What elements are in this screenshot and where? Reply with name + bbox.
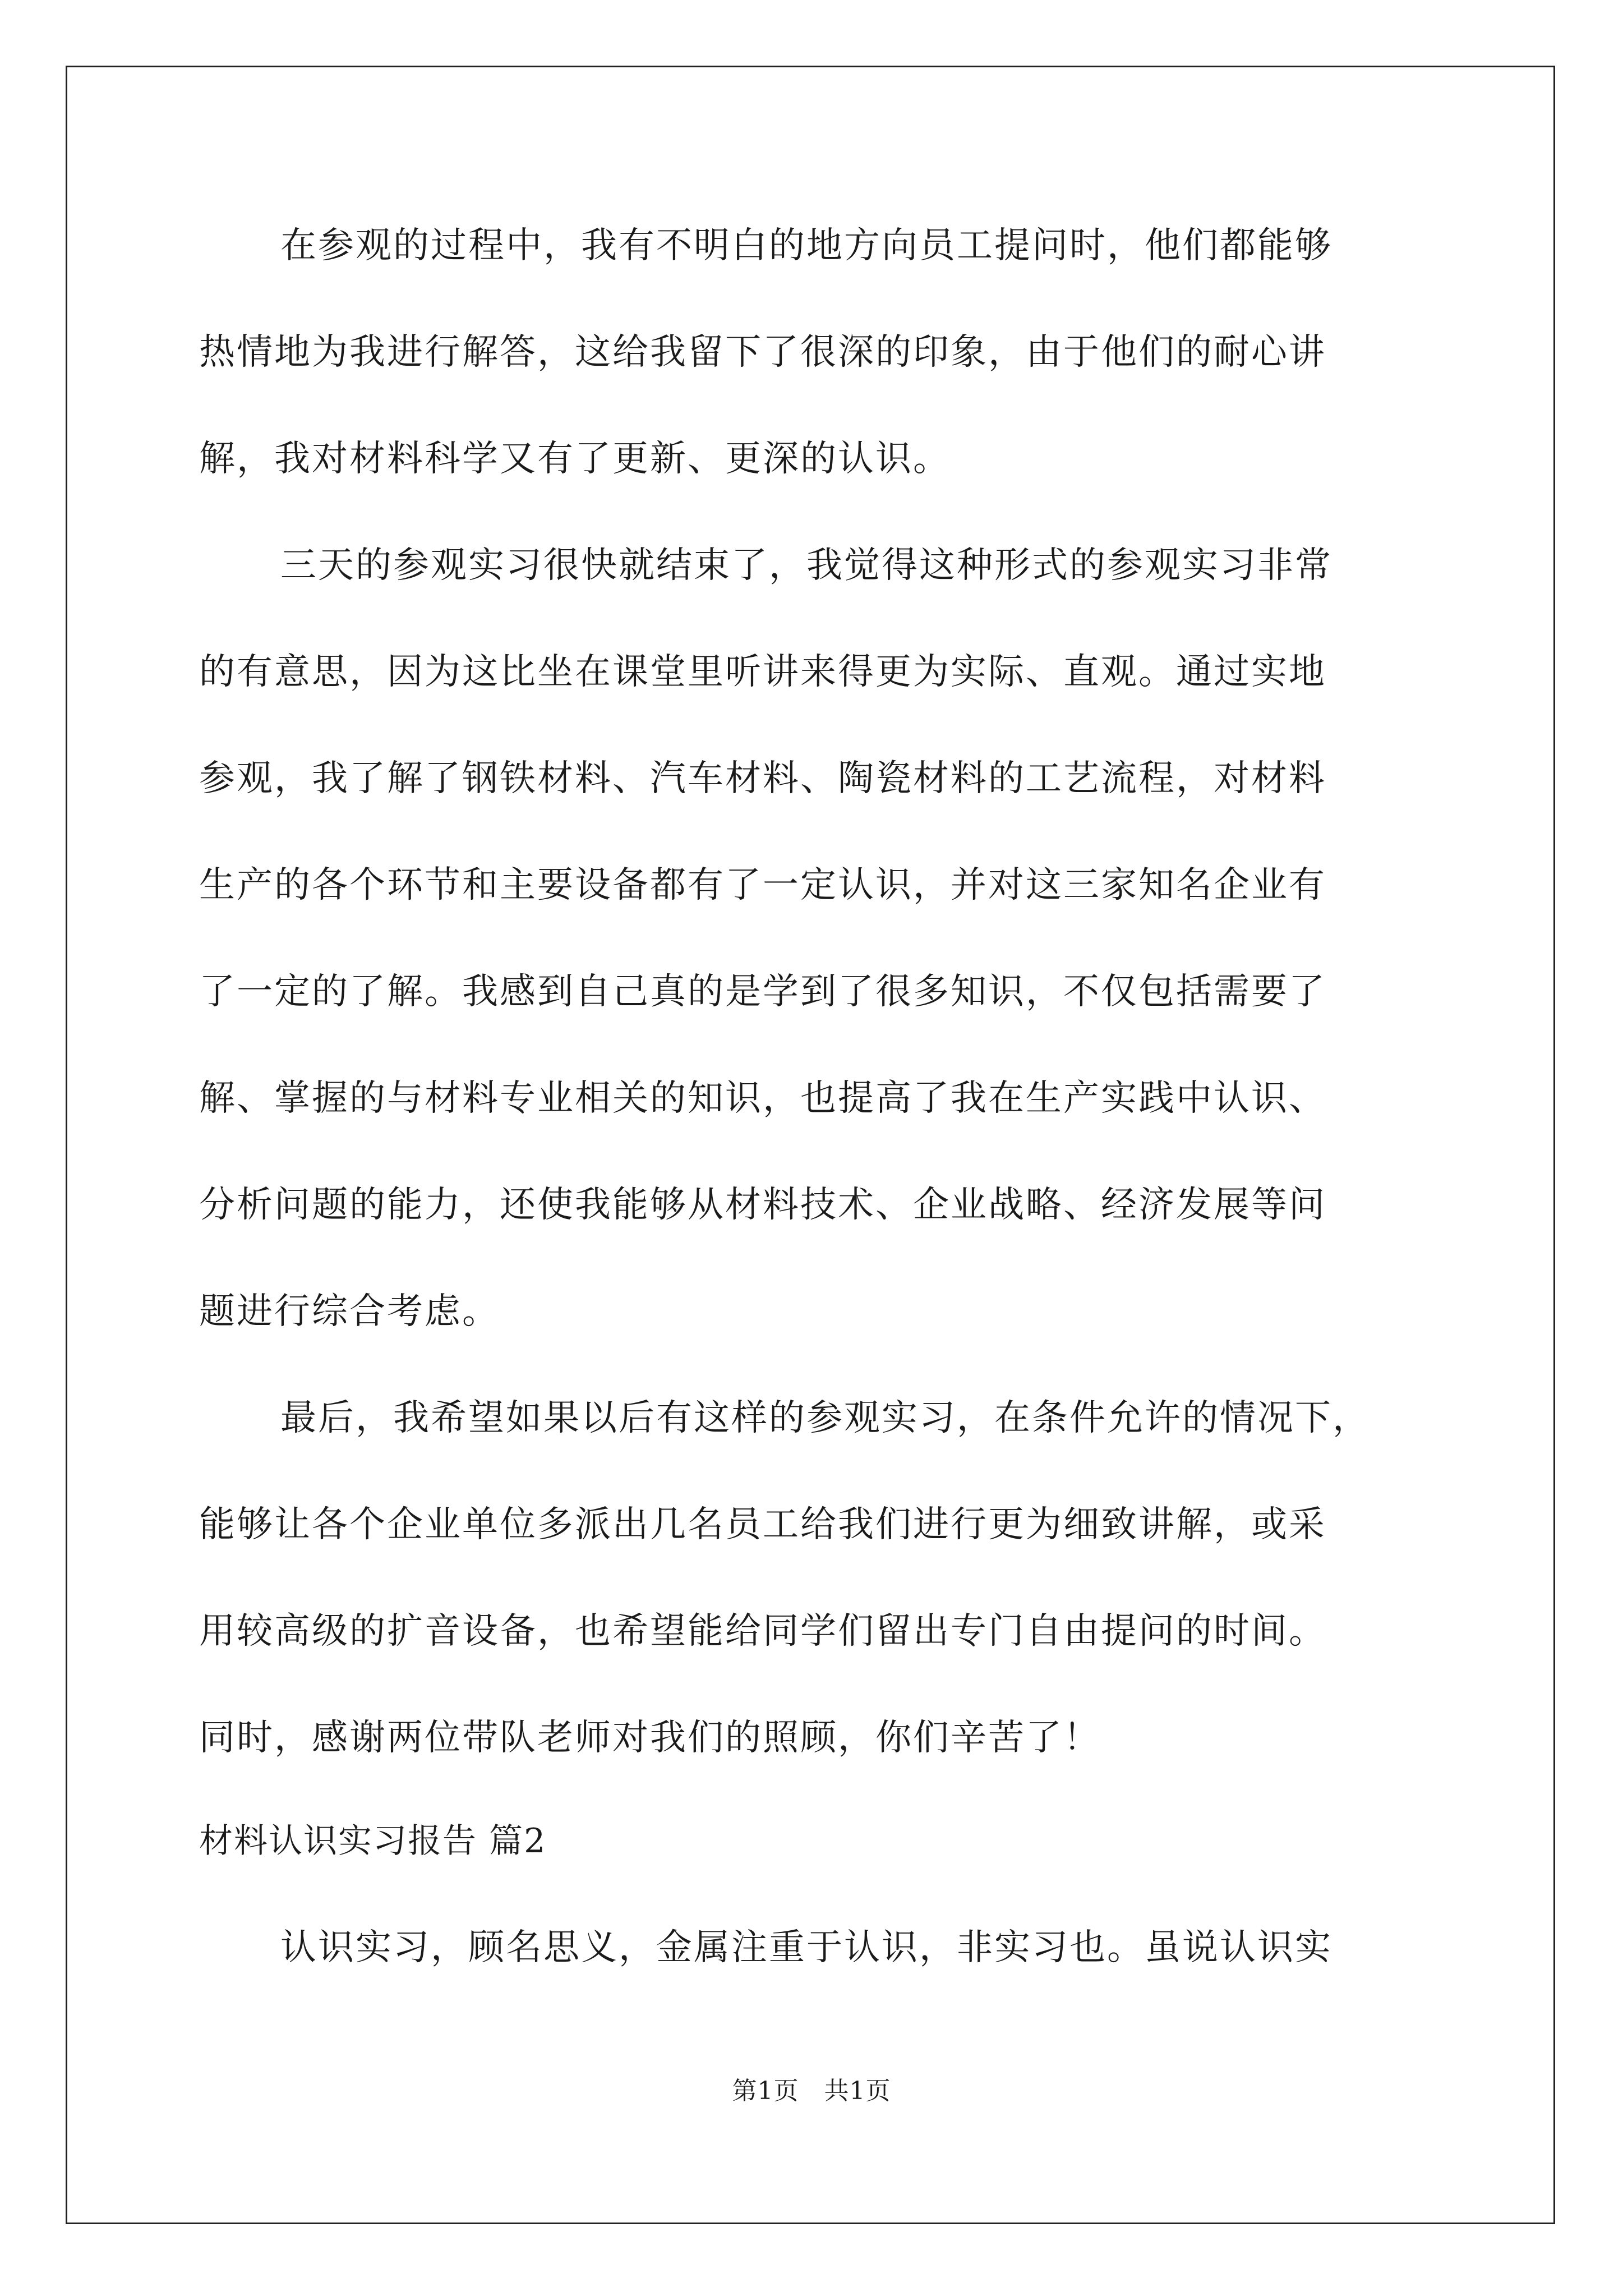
text-line: 用较高级的扩音设备，也希望能给同学们留出专门自由提问的时间。 [199,1611,1326,1652]
page-footer: 第1页 共1页 [732,2077,891,2105]
text-line: 三天的参观实习很快就结束了，我觉得这种形式的参观实习非常 [280,545,1332,586]
text-line: 最后，我希望如果以后有这样的参观实习，在条件允许的情况下， [280,1397,1370,1439]
text-line: 的有意思，因为这比坐在课堂里听讲来得更为实际、直观。通过实地 [199,651,1326,693]
text-line: 认识实习，顾名思义，金属注重于认识，非实习也。虽说认识实 [280,1927,1332,1968]
text-line: 解，我对材料科学又有了更新、更深的认识。 [199,438,951,480]
text-line: 热情地为我进行解答，这给我留下了很深的印象，由于他们的耐心讲 [199,332,1326,373]
text-line: 解、掌握的与材料专业相关的知识，也提高了我在生产实践中认识、 [199,1078,1326,1119]
text-line: 参观，我了解了钢铁材料、汽车材料、陶瓷材料的工艺流程，对材料 [199,758,1326,799]
section-heading: 材料认识实习报告 篇2 [199,1821,547,1861]
text-line: 分析问题的能力，还使我能够从材料技术、企业战略、经济发展等问 [199,1184,1326,1226]
text-line: 生产的各个环节和主要设备都有了一定认识，并对这三家知名企业有 [199,864,1326,906]
text-line: 能够让各个企业单位多派出几名员工给我们进行更为细致讲解，或采 [199,1504,1326,1545]
text-line: 同时，感谢两位带队老师对我们的照顾，你们辛苦了！ [199,1717,1101,1759]
text-line: 了一定的了解。我感到自己真的是学到了很多知识，不仅包括需要了 [199,971,1326,1013]
text-line: 在参观的过程中，我有不明白的地方向员工提问时，他们都能够 [280,225,1332,266]
text-line: 题进行综合考虑。 [199,1291,500,1332]
page-border [66,66,1555,2224]
